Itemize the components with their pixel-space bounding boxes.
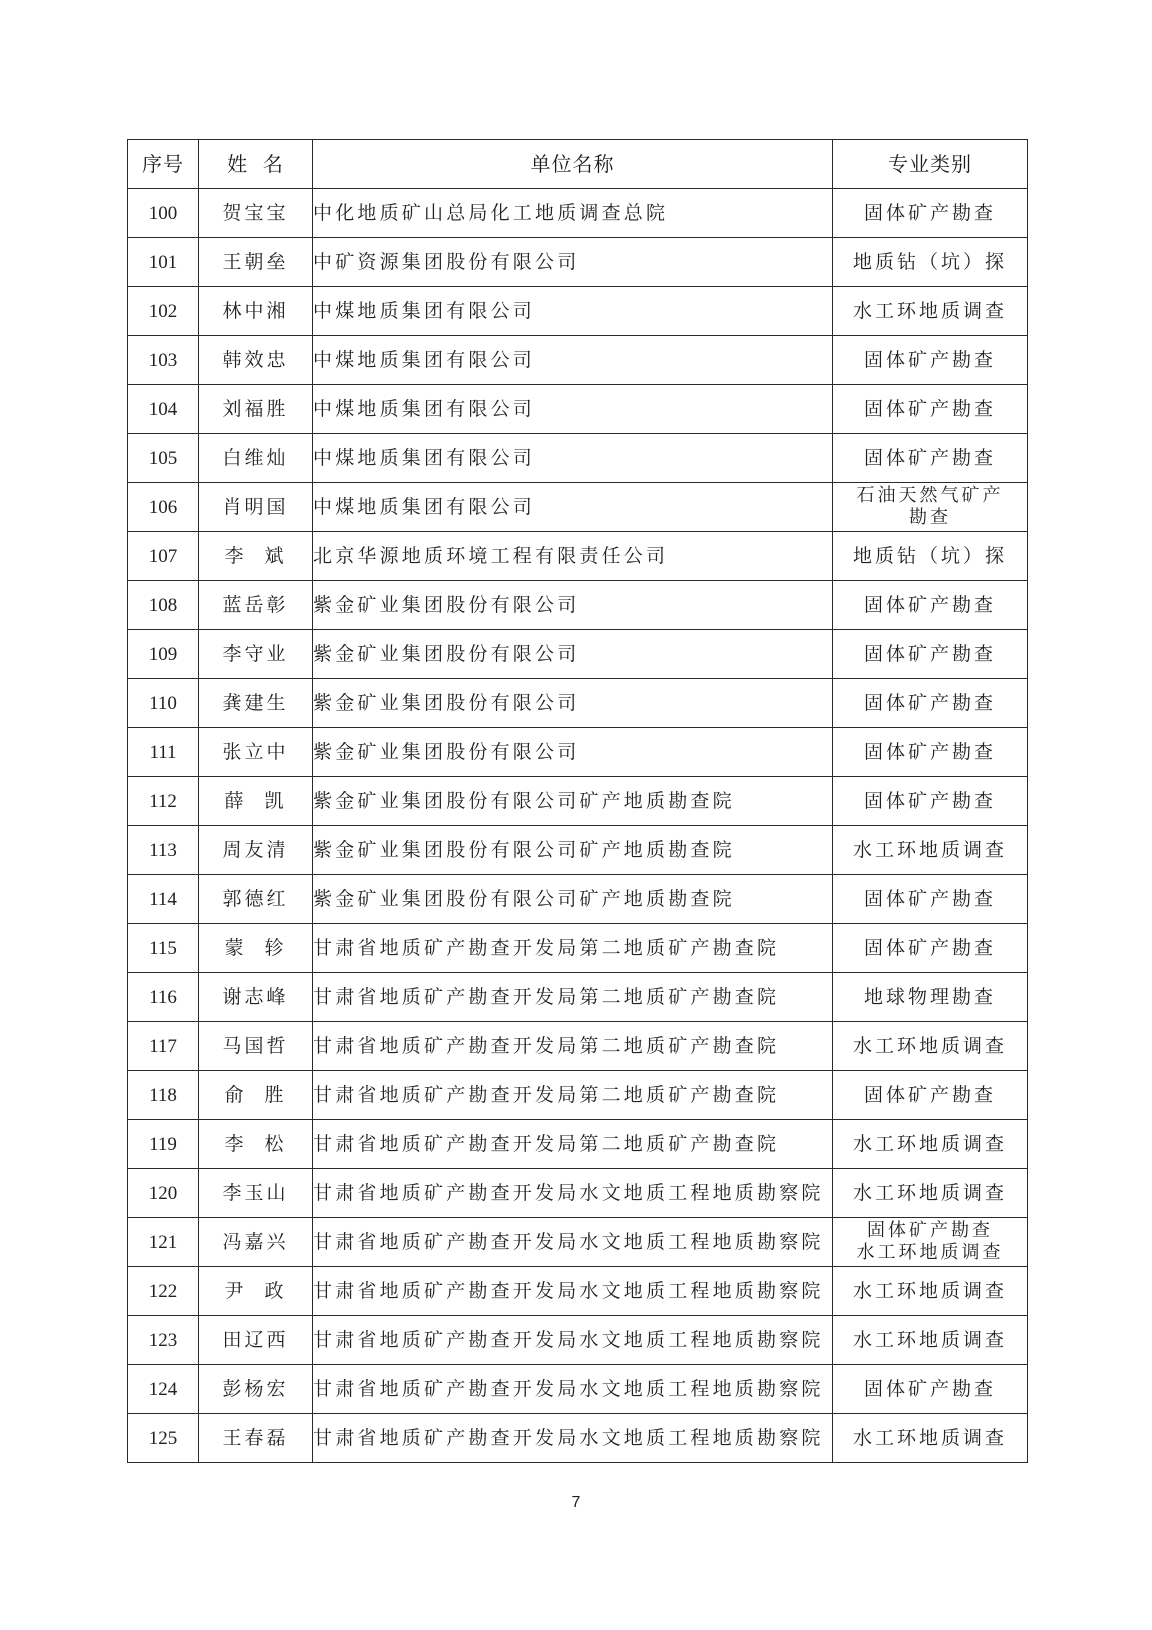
cell-name: 冯嘉兴: [199, 1218, 313, 1267]
cell-unit-name: 中煤地质集团有限公司: [313, 434, 833, 483]
cell-serial-number: 110: [128, 679, 199, 728]
cell-unit-name: 紫金矿业集团股份有限公司: [313, 581, 833, 630]
table-row: [128, 238, 1028, 287]
cell-specialty-category: 固体矿产勘查: [833, 777, 1028, 826]
cell-specialty-category: 固体矿产勘查: [833, 630, 1028, 679]
cell-unit-name: 紫金矿业集团股份有限公司: [313, 679, 833, 728]
cell-name: 谢志峰: [199, 973, 313, 1022]
cell-serial-number: 121: [128, 1218, 199, 1267]
cell-specialty-category: 固体矿产勘查: [833, 875, 1028, 924]
table-row: [128, 434, 1028, 483]
cell-serial-number: 107: [128, 532, 199, 581]
cell-specialty-category: 水工环地质调查: [833, 826, 1028, 875]
cell-serial-number: 125: [128, 1414, 199, 1463]
cell-specialty-category: 水工环地质调查: [833, 1414, 1028, 1463]
table-row: [128, 826, 1028, 875]
cell-unit-name: 紫金矿业集团股份有限公司: [313, 728, 833, 777]
cell-serial-number: 114: [128, 875, 199, 924]
cell-unit-name: 甘肃省地质矿产勘查开发局水文地质工程地质勘察院: [313, 1267, 833, 1316]
table-row: [128, 1071, 1028, 1120]
cell-name: 刘福胜: [199, 385, 313, 434]
cell-name: 李 松: [199, 1120, 313, 1169]
cell-specialty-category: 地质钻（坑）探: [833, 532, 1028, 581]
cell-serial-number: 104: [128, 385, 199, 434]
table-row: [128, 1414, 1028, 1463]
cell-specialty-category: 水工环地质调查: [833, 1120, 1028, 1169]
cell-unit-name: 中煤地质集团有限公司: [313, 483, 833, 532]
cell-specialty-category: 固体矿产勘查: [833, 679, 1028, 728]
cell-unit-name: 紫金矿业集团股份有限公司矿产地质勘查院: [313, 826, 833, 875]
cell-unit-name: 北京华源地质环境工程有限责任公司: [313, 532, 833, 581]
cell-serial-number: 106: [128, 483, 199, 532]
cell-specialty-category: 石油天然气矿产 勘查: [833, 483, 1028, 532]
cell-serial-number: 116: [128, 973, 199, 1022]
cell-serial-number: 102: [128, 287, 199, 336]
cell-name: 张立中: [199, 728, 313, 777]
table-row: [128, 1169, 1028, 1218]
cell-specialty-category: 固体矿产勘查: [833, 581, 1028, 630]
cell-serial-number: 108: [128, 581, 199, 630]
cell-name: 白维灿: [199, 434, 313, 483]
cell-serial-number: 124: [128, 1365, 199, 1414]
cell-name: 李守业: [199, 630, 313, 679]
cell-serial-number: 122: [128, 1267, 199, 1316]
cell-unit-name: 甘肃省地质矿产勘查开发局第二地质矿产勘查院: [313, 1022, 833, 1071]
cell-serial-number: 112: [128, 777, 199, 826]
cell-unit-name: 中煤地质集团有限公司: [313, 336, 833, 385]
table-row: [128, 581, 1028, 630]
table-header-row: [128, 140, 1028, 189]
table-row: [128, 973, 1028, 1022]
cell-unit-name: 甘肃省地质矿产勘查开发局水文地质工程地质勘察院: [313, 1316, 833, 1365]
table-row: [128, 1365, 1028, 1414]
cell-unit-name: 紫金矿业集团股份有限公司: [313, 630, 833, 679]
cell-name: 周友清: [199, 826, 313, 875]
table-row: [128, 924, 1028, 973]
cell-specialty-category: 地质钻（坑）探: [833, 238, 1028, 287]
cell-serial-number: 115: [128, 924, 199, 973]
cell-name: 俞 胜: [199, 1071, 313, 1120]
cell-serial-number: 103: [128, 336, 199, 385]
cell-unit-name: 甘肃省地质矿产勘查开发局水文地质工程地质勘察院: [313, 1169, 833, 1218]
table-row: [128, 1267, 1028, 1316]
cell-serial-number: 105: [128, 434, 199, 483]
table-row: [128, 532, 1028, 581]
cell-serial-number: 120: [128, 1169, 199, 1218]
cell-name: 李 斌: [199, 532, 313, 581]
table-row: [128, 1120, 1028, 1169]
cell-unit-name: 中化地质矿山总局化工地质调查总院: [313, 189, 833, 238]
cell-unit-name: 中矿资源集团股份有限公司: [313, 238, 833, 287]
cell-unit-name: 甘肃省地质矿产勘查开发局第二地质矿产勘查院: [313, 1120, 833, 1169]
cell-name: 彭杨宏: [199, 1365, 313, 1414]
cell-serial-number: 117: [128, 1022, 199, 1071]
cell-specialty-category: 固体矿产勘查: [833, 189, 1028, 238]
cell-unit-name: 紫金矿业集团股份有限公司矿产地质勘查院: [313, 875, 833, 924]
cell-unit-name: 甘肃省地质矿产勘查开发局第二地质矿产勘查院: [313, 973, 833, 1022]
cell-specialty-category: 固体矿产勘查: [833, 924, 1028, 973]
table-row: [128, 728, 1028, 777]
table-row: [128, 336, 1028, 385]
cell-specialty-category: 地球物理勘查: [833, 973, 1028, 1022]
cell-specialty-category: 固体矿产勘查 水工环地质调查: [833, 1218, 1028, 1267]
cell-serial-number: 109: [128, 630, 199, 679]
page-number: 7: [571, 1494, 581, 1511]
cell-name: 薛 凯: [199, 777, 313, 826]
cell-unit-name: 紫金矿业集团股份有限公司矿产地质勘查院: [313, 777, 833, 826]
cell-name: 肖明国: [199, 483, 313, 532]
cell-specialty-category: 固体矿产勘查: [833, 1365, 1028, 1414]
cell-name: 王朝垒: [199, 238, 313, 287]
cell-specialty-category: 固体矿产勘查: [833, 728, 1028, 777]
cell-name: 郭德红: [199, 875, 313, 924]
header-name: 姓 名: [199, 140, 313, 189]
table-row: [128, 1316, 1028, 1365]
cell-specialty-category: 固体矿产勘查: [833, 434, 1028, 483]
table-row: [128, 483, 1028, 532]
personnel-table: [127, 139, 1028, 1463]
cell-serial-number: 118: [128, 1071, 199, 1120]
cell-name: 王春磊: [199, 1414, 313, 1463]
header-unit-name: 单位名称: [313, 140, 833, 189]
cell-serial-number: 111: [128, 728, 199, 777]
cell-specialty-category: 水工环地质调查: [833, 1267, 1028, 1316]
cell-name: 蒙 轸: [199, 924, 313, 973]
cell-unit-name: 中煤地质集团有限公司: [313, 385, 833, 434]
cell-specialty-category: 固体矿产勘查: [833, 385, 1028, 434]
cell-name: 贺宝宝: [199, 189, 313, 238]
table-row: [128, 630, 1028, 679]
table-row: [128, 189, 1028, 238]
cell-unit-name: 甘肃省地质矿产勘查开发局水文地质工程地质勘察院: [313, 1414, 833, 1463]
cell-name: 田辽西: [199, 1316, 313, 1365]
cell-serial-number: 101: [128, 238, 199, 287]
cell-unit-name: 甘肃省地质矿产勘查开发局水文地质工程地质勘察院: [313, 1218, 833, 1267]
table-row: [128, 1218, 1028, 1267]
table-row: [128, 875, 1028, 924]
cell-name: 林中湘: [199, 287, 313, 336]
cell-name: 蓝岳彰: [199, 581, 313, 630]
cell-serial-number: 100: [128, 189, 199, 238]
cell-name: 尹 政: [199, 1267, 313, 1316]
cell-specialty-category: 水工环地质调查: [833, 1169, 1028, 1218]
cell-serial-number: 113: [128, 826, 199, 875]
cell-specialty-category: 水工环地质调查: [833, 287, 1028, 336]
table-row: [128, 777, 1028, 826]
table-row: [128, 287, 1028, 336]
cell-unit-name: 甘肃省地质矿产勘查开发局第二地质矿产勘查院: [313, 1071, 833, 1120]
table-row: [128, 679, 1028, 728]
cell-specialty-category: 固体矿产勘查: [833, 336, 1028, 385]
cell-serial-number: 119: [128, 1120, 199, 1169]
cell-unit-name: 甘肃省地质矿产勘查开发局第二地质矿产勘查院: [313, 924, 833, 973]
cell-specialty-category: 水工环地质调查: [833, 1316, 1028, 1365]
cell-specialty-category: 固体矿产勘查: [833, 1071, 1028, 1120]
cell-specialty-category: 水工环地质调查: [833, 1022, 1028, 1071]
cell-name: 龚建生: [199, 679, 313, 728]
table-body: [128, 189, 1028, 1463]
header-specialty-category: 专业类别: [833, 140, 1028, 189]
cell-serial-number: 123: [128, 1316, 199, 1365]
table-row: [128, 385, 1028, 434]
cell-unit-name: 中煤地质集团有限公司: [313, 287, 833, 336]
table-row: [128, 1022, 1028, 1071]
cell-unit-name: 甘肃省地质矿产勘查开发局水文地质工程地质勘察院: [313, 1365, 833, 1414]
cell-name: 马国哲: [199, 1022, 313, 1071]
cell-name: 韩效忠: [199, 336, 313, 385]
header-serial-number: 序号: [128, 140, 199, 189]
cell-name: 李玉山: [199, 1169, 313, 1218]
